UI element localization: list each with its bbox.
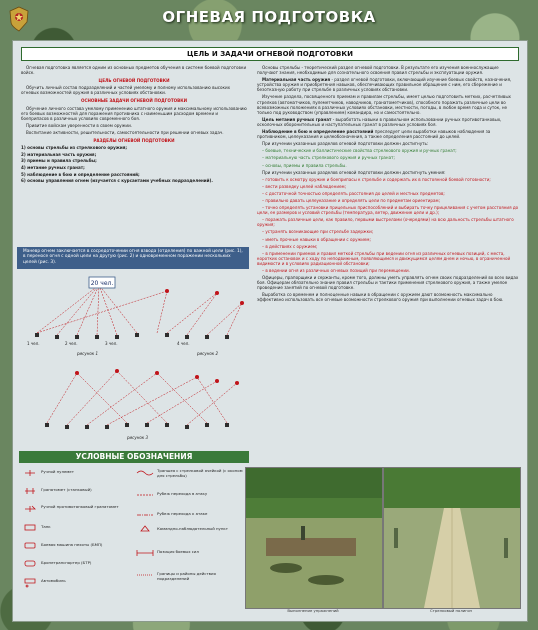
intro-text: Огневая подготовка является одним из основных предметов обучения в системе боевой подготовки войск. [21, 65, 247, 76]
sections-list [21, 145, 247, 183]
squad-label: 2 чел. [65, 341, 78, 346]
right-column [257, 65, 519, 305]
legend-item: Ручной противотанковый гранатомет [41, 504, 119, 509]
legend-item: Командно-наблюдательный пункт [157, 526, 229, 531]
sections-list-item: 5) наблюдение в бою и определение расстояний; [21, 171, 140, 177]
legend-item: Боевая машина пехоты (БМП) [41, 542, 103, 547]
skills-item: – вести разведку целей наблюдением; [262, 183, 346, 189]
skills-intro: При изучении указанных разделов огневой подготовки должен достигнуть умения: [262, 169, 446, 175]
tasks-heading: ОСНОВНЫЕ ЗАДАЧИ ОГНЕВОЙ ПОДГОТОВКИ [80, 98, 188, 104]
grenade-launcher-icon [25, 488, 35, 494]
legend-item: Границы и районы действия подразделений [157, 571, 216, 581]
apc-icon [25, 561, 35, 566]
legend-item: Ручной пулемет [41, 469, 74, 474]
figure-caption: рисунок 1 [77, 351, 98, 356]
skills-item: – поражать различные цели, как правило, первыми выстрелами (очередями) на всю дальность стрельбы штатного оружия; [257, 217, 514, 228]
legend-item: Рубеж перехода в атаку [157, 491, 208, 496]
trench-icon [137, 471, 153, 475]
squad-label: 1 чел. [27, 341, 40, 346]
tasks-text-1: Обучение личного состава умелому применению штатного оружия и максимальному использованию его боевых возможностей для поражения противника с наименьшим расходом времени и боеприпасов в различных условиях современного боя. [21, 105, 247, 121]
battle-position-icon [137, 550, 153, 556]
figure-caption: рисунок 2 [197, 351, 218, 356]
officers-text: Офицеры, прапорщики и сержанты, кроме того, должны уметь управлять огнем своих подразделений во всех видах боя. Офицерам обязательно знание правил стрельбы и тактики применения стрелкового оружия, а также умелое проведение занятий по огневой подготовке. [257, 275, 519, 291]
range-photo-image [384, 468, 520, 608]
range-photo [383, 467, 521, 609]
machine-gun-icon [25, 470, 35, 476]
sections-heading: РАЗДЕЛЫ ОГНЕВОЙ ПОДГОТОВКИ [93, 138, 175, 144]
training-photo [245, 467, 383, 609]
fire-maneuver-note: Маневр огнем заключается в сосредоточении огня взвода (отделения) по важной цели (рис. 1), в переносе огня с одной цели на другую (рис. 2) и одновременном поражении нескольких целей (рис. 3). [17, 247, 249, 269]
target-label: 20 чел. [90, 280, 114, 287]
skills-item: – с достаточной точностью определять расстояния до целей и местных предметов; [262, 190, 445, 196]
skills-item: – готовить к осмотру оружие и боеприпасы к стрельбе и содержать их в постоянной боевой готовности; [262, 176, 491, 182]
sections-list-item: 3) приемы и правила стрельбы; [21, 158, 97, 164]
legend-item: Гранатомет (станковый) [41, 487, 92, 492]
vehicle-icon [25, 579, 35, 587]
tasks-text-3: Воспитание активности, решительности, самостоятельности при решении огневых задач. [26, 129, 224, 135]
conclusion-text: Выработка со временем и полноценные навыки в обращении с оружием дают возможность максимально эффективно использовать все огневые возможности стрелкового оружия при выполнении огневых задач в бою. [257, 292, 504, 303]
photo-caption: Выполнение упражнений [287, 608, 339, 613]
legend-item: Позиция боевых сил [157, 549, 199, 554]
knowledge-item: – боевые, технические и баллистические свойства стрелкового оружия и ручных гранат; [262, 148, 457, 154]
tank-icon [25, 525, 35, 530]
skills-item: – иметь прочные навыки в обращении с оружием; [262, 236, 371, 242]
fire-maneuver-diagram [17, 273, 253, 443]
goal-heading: ЦЕЛЬ ОГНЕВОЙ ПОДГОТОВКИ [98, 78, 170, 84]
observation-heading: Наблюдение в бою и определение расстояний [262, 129, 374, 135]
content-panel [12, 40, 528, 622]
squad-label: 3 чел. [105, 341, 118, 346]
figure-caption: рисунок 3 [127, 435, 148, 440]
techniques-text: Изучение раздела, посвященного приемам и правилам стрельбы, имеет целью подготовить метких, расчетливых стрелков (автоматчиков, пулеметчиков, наводчиков, гранатометчиков), способного поражать различные цели во всевозможных положениях в различных условиях обстановки, местности, погоды, в любое время года и суток, не только под руководством (управлением) командира, но и самостоятельно. [257, 94, 511, 115]
knowledge-item: – материальную часть стрелкового оружия и ручных гранат; [262, 155, 395, 161]
goal-text: Обучить личный состав подразделений и частей умелому и полному использованию высоких огневых возможностей оружия в различных условиях обстановки. [21, 85, 231, 96]
legend [19, 465, 249, 615]
page-title: ОГНЕВАЯ ПОДГОТОВКА [162, 8, 376, 26]
skills-item: – в действиях с оружием; [262, 243, 318, 249]
left-column [21, 65, 247, 185]
materiel-heading: Материальная часть оружия [262, 77, 331, 83]
observation-text: преследует цели выработки навыков наблюдения за противником, целеуказания и целеобозначения, а также определения расстояний до целей. [257, 129, 491, 140]
photo-caption: Стрелковый полигон [429, 608, 473, 613]
legend-item: Автомобиль [41, 578, 66, 583]
grenades-text: - выработать навыки в правильном использовании ручных противотанковых, осколочных оборонительных и наступательных гранат в различных условиях боя. [257, 116, 502, 127]
knowledge-item: – основы, приемы и правила стрельбы. [262, 162, 347, 168]
command-post-icon [141, 526, 149, 531]
legend-item: Танк [41, 524, 51, 529]
sections-list-item: 2) материальная часть оружия; [21, 151, 97, 157]
legend-item: Траншея с стрелковой ячейкой (с окопом для стрельбы) [157, 468, 243, 478]
antitank-launcher-icon [25, 506, 35, 512]
knowledge-intro: При изучении указанных разделов огневой подготовки должен достигнуть: [262, 141, 429, 147]
sections-list-item: 4) метание ручных гранат; [21, 164, 85, 170]
basics-text: Основы стрельбы - теоретический раздел огневой подготовки. В результате его изучения военнослужащие получают знания, необходимые для сознательного освоения правил стрельбы и эксплуатации оружия. [257, 65, 499, 76]
legend-item: Рубеж перехода к атаке [157, 511, 208, 516]
materiel-text: - раздел огневой подготовки, включающий изучение боевых свойств, назначения, устройства оружия и приобретения навыков, обеспечивающих правильное обращение с ним, его сбережение и безотказную работу при стрельбе в различных условиях обстановки. [257, 77, 512, 93]
sections-list-item: 1) основы стрельбы из стрелкового оружия; [21, 145, 127, 151]
materiel-paragraph [257, 77, 519, 92]
squad-label: 4 чел. [177, 341, 190, 346]
section-header: ЦЕЛЬ И ЗАДАЧИ ОГНЕВОЙ ПОДГОТОВКИ [21, 47, 519, 61]
ifv-icon [25, 543, 35, 548]
skills-item: – устранять возникающие при стрельбе задержки; [262, 229, 374, 235]
skills-item: – в ведении огня из различных огневых позиций при перемещении. [262, 268, 410, 273]
training-photo-image [246, 468, 382, 608]
observation-paragraph [257, 129, 519, 139]
legend-item: Бронетранспортер (БТР) [41, 560, 92, 565]
photos-area [245, 467, 519, 617]
skills-item: – правильно давать целеуказание и определять цели по предметам ориентирам; [262, 197, 441, 203]
grenades-heading: Цель метания ручных гранат [262, 116, 332, 122]
tasks-text-2: Привитие войскам уверенности в своем оружии. [26, 122, 133, 128]
legend-header: УСЛОВНЫЕ ОБОЗНАЧЕНИЯ [19, 451, 249, 463]
skills-item: – точно определять установки прицельных приспособлений и выбирать точку прицеливания с учетом расстояния до цели, ее размеров и условий стрельбы (температура, ветер, движение цели и др.); [257, 205, 519, 216]
grenades-paragraph [257, 117, 519, 127]
sections-list-item: 6) основы управления огнем (изучается с курсантами учебных подразделений). [21, 178, 213, 184]
skills-item: – в применении приемов и правил меткой стрельбы при ведении огня из различных огневых позиций, с места, коротких остановок и с ходу по неподвижным, появляющимся и движущимся целям днем и ночью, в ограниченной видимости и в условиях радиационной обстановки; [257, 250, 511, 266]
